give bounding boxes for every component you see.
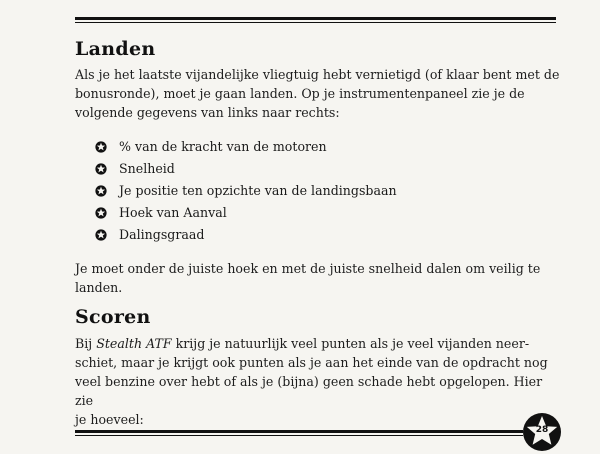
- list-item: [95, 158, 397, 180]
- list-item-label: Snelheid: [119, 161, 175, 176]
- scoren-paragraph: [75, 334, 560, 429]
- list-item-label: % van de kracht van de motoren: [119, 139, 327, 154]
- list-item-label: Hoek van Aanval: [119, 205, 227, 220]
- landen-closing-paragraph: Je moet onder de juiste hoek en met de juiste snelheid dalen om veilig te landen.: [75, 261, 541, 295]
- star-circle-bullet-icon: [95, 207, 107, 219]
- scoren-text-before: Bij: [75, 336, 97, 351]
- heading-scoren: Scoren: [75, 306, 151, 328]
- list-item-label: Dalingsgraad: [119, 227, 205, 242]
- star-circle-bullet-icon: [95, 185, 107, 197]
- page-number: 28: [535, 425, 549, 435]
- star-circle-bullet-icon: [95, 141, 107, 153]
- top-rule: [75, 17, 556, 23]
- bottom-rule: [75, 430, 523, 436]
- list-item-label: Je positie ten opzichte van de landingsbaan: [119, 183, 397, 198]
- instrument-list: [95, 136, 397, 246]
- list-item: [95, 136, 397, 158]
- star-circle-bullet-icon: [95, 163, 107, 175]
- landen-intro-paragraph: Als je het laatste vijandelijke vliegtuig hebt vernietigd (of klaar bent met de bonusronde), moet je gaan landen. Op je instrumentenpaneel zie je de volgende gegevens van links naar rechts:: [75, 67, 560, 120]
- list-item: [95, 180, 397, 202]
- list-item: [95, 202, 397, 224]
- scoren-text-after: krijg je natuurlijk veel punten als je veel vijanden neer- schiet, maar je krijgt ook punten als je aan het einde van de opdracht nog veel benzine over hebt of als je (bijna) geen schade hebt opgelopen. Hier zie je hoeveel:: [75, 336, 548, 427]
- star-circle-bullet-icon: [95, 229, 107, 241]
- page-badge: [522, 412, 562, 452]
- heading-landen: Landen: [75, 38, 156, 60]
- list-item: [95, 224, 397, 246]
- game-title: Stealth ATF: [96, 336, 172, 351]
